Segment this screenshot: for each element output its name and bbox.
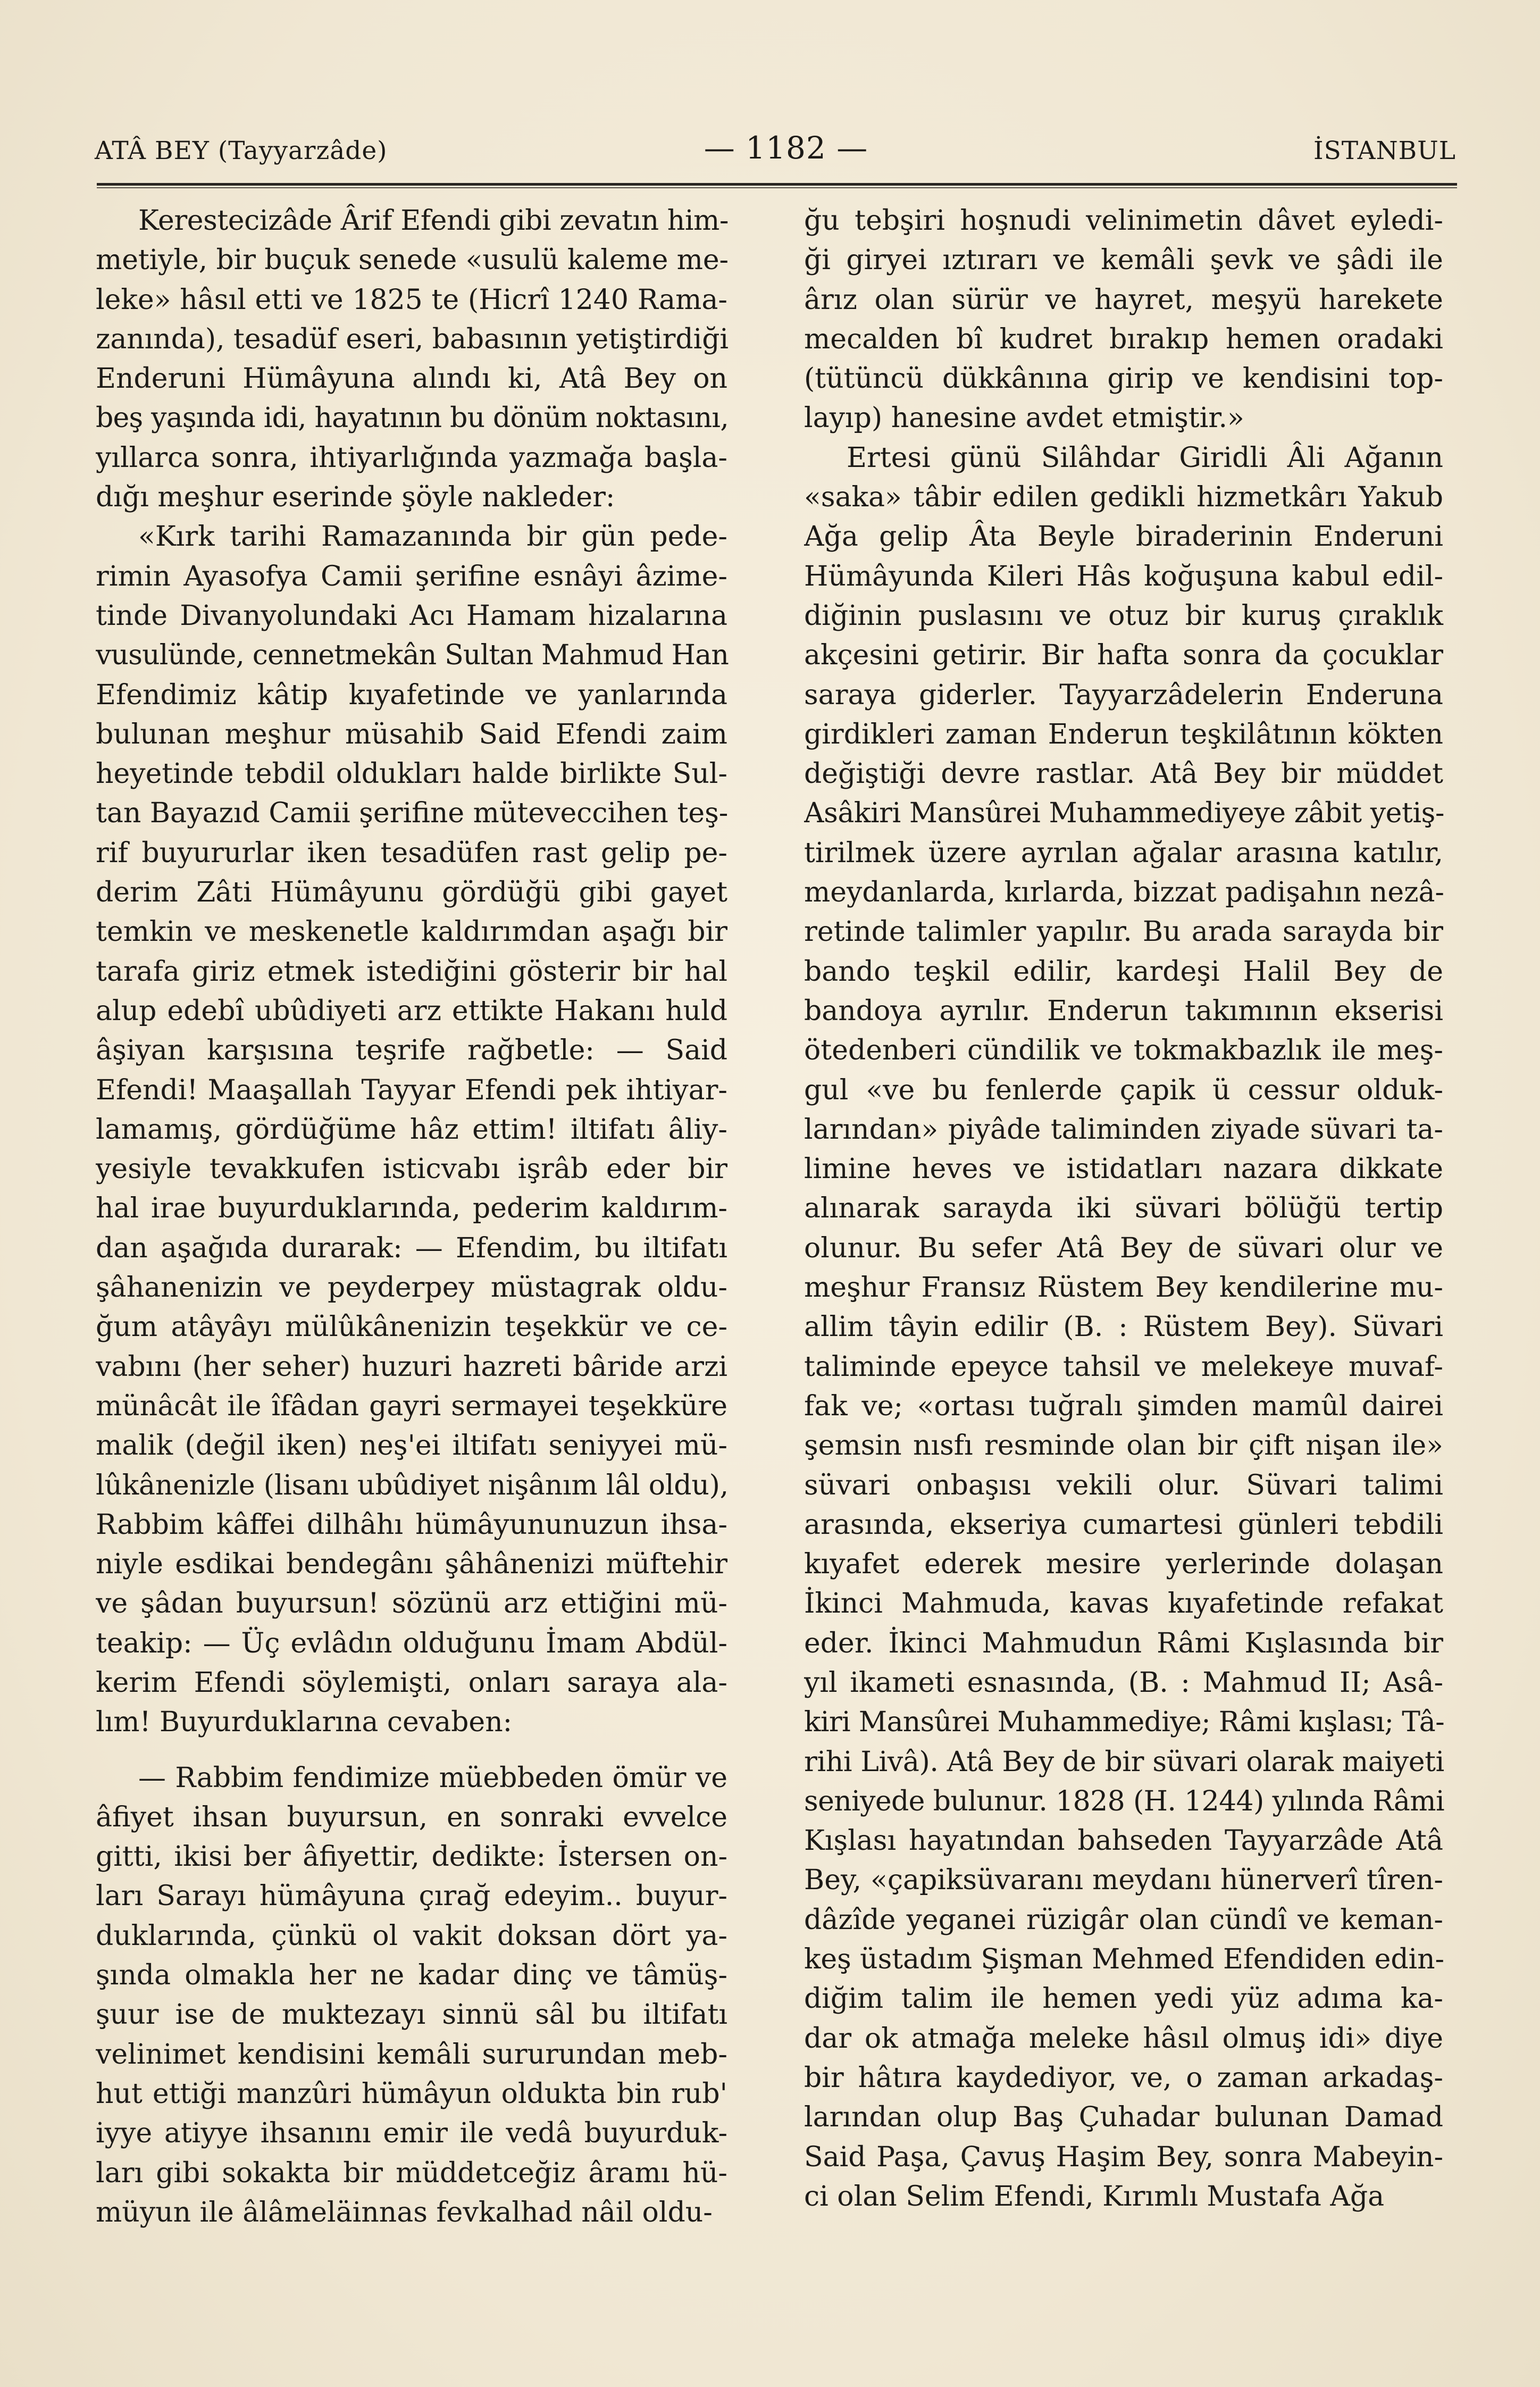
text-line: ve şâdan buyursun! sözünü arz ettiğini mü- [96,1588,727,1620]
text-line: Rabbim kâffei dilhâhı hümâyununuzun ihsa- [96,1508,727,1541]
text-line: girdikleri zaman Enderun teşkilâtının kökten [804,718,1443,750]
text-line: yıllarca sonra, ihtiyarlığında yazmağa başla- [96,441,727,474]
text-line: bulunan meşhur müsahib Said Efendi zaim [96,718,727,750]
text-line: Ağa gelip Âta Beyle biraderinin Enderuni [804,521,1443,553]
text-line: vabını (her seher) huzuri hazreti bâride arzi [96,1350,728,1383]
text-line: ları Sarayı hümâyuna çırağ edeyim.. buyur- [96,1880,727,1913]
header-section-title: İSTANBUL [1313,136,1456,165]
text-line: Kerestecizâde Ârif Efendi gibi zevatın him- [138,205,729,237]
text-line: duklarında, çünkü ol vakit doksan dört ya- [96,1919,728,1952]
text-line: larından» piyâde taliminden ziyade süvari ta- [804,1113,1443,1146]
text-line: diğinin puslasını ve otuz bir kuruş çıraklık [804,599,1444,632]
text-line: Asâkiri Mansûrei Muhammediyeye zâbit yetiş- [804,797,1444,830]
text-line: keş üstadım Şişman Mehmed Efendiden edin- [804,1943,1444,1976]
text-line: leke» hâsıl etti ve 1825 te (Hicrî 1240 Rama- [96,283,727,316]
text-line: akçesini getirir. Bir hafta sonra da çocuklar [804,639,1443,672]
text-line: şâhanenizin ve peyderpey müstagrak oldu- [96,1272,727,1304]
text-line: «Kırk tarihi Ramazanında bir gün pede- [138,521,728,553]
text-line: «saka» tâbir edilen gedikli hizmetkârı Yakub [804,481,1444,514]
text-line: Efendimiz kâtip kıyafetinde ve yanlarında [96,679,727,711]
text-line: limine heves ve istidatları nazara dikkate [804,1153,1443,1186]
text-line: meşhur Fransız Rüstem Bey kendilerine mu- [804,1272,1443,1304]
text-line: Enderuni Hümâyuna alındı ki, Atâ Bey on [96,363,728,395]
text-line: niyle esdikai bendegânı şâhânenizi müftehir [96,1548,728,1581]
text-line: mecalden bî kudret bırakıp hemen oradaki [804,323,1444,355]
text-line: ârız olan sürür ve hayret, meşyü harekete [804,283,1443,316]
text-line: larından olup Baş Çuhadar bulunan Damad [804,2101,1443,2134]
page-number: — 1182 — [704,130,868,166]
text-line: metiyle, bir buçuk senede «usulü kaleme me- [96,244,729,277]
text-line: şında olmakla her ne kadar dinç ve tâmüş- [96,1959,727,1992]
text-line: rif buyururlar iken tesadüfen rast gelip pe- [96,837,728,869]
text-line: bir hâtıra kaydediyor, ve, o zaman arkadaş- [804,2062,1443,2094]
text-line: iyye atiyye ihsanını emir ile vedâ buyurduk- [96,2117,728,2150]
text-line: ği giryei ıztırarı ve kemâli şevk ve şâdi ile [804,244,1443,277]
text-line: kıyafet ederek mesire yerlerinde dolaşan [804,1548,1443,1581]
text-line: dâzîde yeganei rüzigâr olan cündî ve keman- [804,1904,1443,1936]
text-line: tan Bayazıd Camii şerifine müteveccihen teş- [96,797,729,830]
text-line: zanında), tesadüf eseri, babasının yetiştirdiği [96,323,729,355]
text-line: ötedenberi cündilik ve tokmakbazlık ile meş- [804,1034,1443,1067]
text-line: yesiyle tevakkufen isticvabı işrâb eder bir [96,1153,728,1186]
text-line: tinde Divanyolundaki Acı Hamam hizalarına [96,599,727,632]
text-line: layıp) hanesine avdet etmiştir.» [804,402,1244,435]
text-line: allim tâyin edilir (B. : Rüstem Bey). Süvari [804,1311,1444,1343]
text-line: Said Paşa, Çavuş Haşim Bey, sonra Mabeyin- [804,2141,1444,2173]
text-line: ları gibi sokakta bir müddetceğiz âramı hü- [96,2157,727,2189]
header-author-title: ATÂ BEY (Tayyarzâde) [95,136,388,165]
text-line: münâcât ile îfâdan gayri sermayei teşekküre [96,1390,727,1422]
header-rule-thin [97,187,1457,188]
text-line: Efendi! Maaşallah Tayyar Efendi pek ihtiyar- [96,1074,727,1106]
text-line: âşiyan karşısına teşrife rağbetle: — Said [96,1034,728,1067]
text-line: arasında, ekseriya cumartesi günleri tebdili [804,1508,1443,1541]
text-line: — Rabbim fendimize müebbeden ömür ve [138,1762,727,1794]
text-line: lım! Buyurduklarına cevaben: [96,1706,513,1739]
text-line: tarafa giriz etmek istediğini gösterir bir hal [96,955,727,988]
text-line: İkinci Mahmuda, kavas kıyafetinde refakat [804,1588,1443,1620]
text-line: şuur ise de muktezayı sinnü sâl bu iltifatı [96,1999,727,2031]
text-line: kerim Efendi söylemişti, onları saraya ala- [96,1666,727,1699]
text-line: ğu tebşiri hoşnudi velinimetin dâvet eyledi- [804,205,1443,237]
text-line: değiştiği devre rastlar. Atâ Bey bir müddet [804,758,1444,790]
text-line: alup edebî ubûdiyeti arz ettikte Hakanı huld [96,995,727,1027]
text-line: dar ok atmağa meleke hâsıl olmuş idi» diye [804,2022,1443,2055]
text-line: şemsin nısfı resminde olan bir çift nişan ile» [804,1430,1443,1462]
text-line: âfiyet ihsan buyursun, en sonraki evvelce [96,1801,727,1833]
text-line: fak ve; «ortası tuğralı şimden mamûl dairei [804,1390,1443,1422]
paragraph-gap [96,1742,729,1758]
text-line: taliminde epeyce tahsil ve melekeye muvaf- [804,1350,1444,1383]
text-line: ğum atâyâyı mülûkânenizin teşekkür ve ce- [96,1311,728,1343]
text-line: derim Zâti Hümâyunu gördüğü gibi gayet [96,877,727,909]
text-line: süvari onbaşısı vekili olur. Süvari talimi [804,1469,1443,1501]
text-line: vusulünde, cennetmekân Sultan Mahmud Han [96,639,729,672]
text-line: yıl ikameti esnasında, (B. : Mahmud II; Asâ- [804,1666,1444,1699]
text-line: Kışlası hayatından bahseden Tayyarzâde Atâ [804,1825,1443,1857]
text-line: rihi Livâ). Atâ Bey de bir süvari olarak maiyeti [804,1746,1444,1778]
text-line: lûkânenizle (lisanı ubûdiyet nişânım lâl oldu), [96,1469,729,1501]
text-line: lamamış, gördüğüme hâz ettim! iltifatı âliy- [96,1113,727,1146]
text-line: alınarak sarayda iki süvari bölüğü tertip [804,1192,1443,1225]
text-line: (tütüncü dükkânına girip ve kendisini top- [804,363,1444,395]
text-line: dan aşağıda durarak: — Efendim, bu iltifatı [96,1232,727,1264]
text-line: Ertesi günü Silâhdar Giridli Âli Ağanın [847,441,1444,474]
text-line: tirilmek üzere ayrılan ağalar arasına katılır, [804,837,1443,869]
text-line: olunur. Bu sefer Atâ Bey de süvari olur ve [804,1232,1444,1264]
text-line: seniyede bulunur. 1828 (H. 1244) yılında Râmi [804,1785,1444,1817]
text-line: retinde talimler yapılır. Bu arada sarayda bir [804,916,1443,948]
text-line: meydanlarda, kırlarda, bizzat padişahın nezâ- [804,877,1444,909]
text-line: teakip: — Üç evlâdın olduğunu İmam Abdül- [96,1627,727,1659]
text-line: eder. İkinci Mahmudun Râmi Kışlasında bir [804,1627,1443,1659]
text-line: beş yaşında idi, hayatının bu dönüm noktasını, [96,402,729,435]
text-line: temkin ve meskenetle kaldırımdan aşağı bir [96,916,727,948]
text-line: saraya giderler. Tayyarzâdelerin Enderuna [804,679,1443,711]
text-line: Hümâyunda Kileri Hâs koğuşuna kabul edil- [804,560,1444,592]
running-header [95,127,1456,174]
text-line: kiri Mansûrei Muhammediye; Râmi kışlası; Tâ- [804,1706,1444,1739]
text-line: hut ettiği manzûri hümâyun oldukta bin rub' [96,2077,727,2110]
text-line: heyetinde tebdil oldukları halde birlikte Sul- [96,758,728,790]
text-line: velinimet kendisini kemâli sururundan meb- [96,2038,727,2071]
text-line: malik (değil iken) neş'ei iltifatı seniyyei mü- [96,1430,727,1462]
text-line: bandoya ayrılır. Enderun takımının ekserisi [804,995,1443,1027]
text-column-right [804,201,1444,2216]
text-column-left [96,201,729,2232]
text-line: rimin Ayasofya Camii şerifine esnâyi âzime- [96,560,728,592]
text-line: gitti, ikisi ber âfiyettir, dedikte: İstersen on- [96,1841,728,1873]
text-line: dığı meşhur eserinde şöyle nakleder: [96,481,615,514]
text-line: gul «ve bu fenlerde çapik ü cessur olduk- [804,1074,1444,1106]
text-line: diğim talim ile hemen yedi yüz adıma ka- [804,1983,1443,2015]
header-rule [97,183,1457,186]
text-line: hal irae buyurduklarında, pederim kaldırım- [96,1192,727,1225]
text-line: Bey, «çapiksüvaranı meydanı hünerverî tîren- [804,1864,1443,1897]
text-line: ci olan Selim Efendi, Kırımlı Mustafa Ağa [804,2180,1385,2213]
text-line: müyun ile âlâmeläinnas fevkalhad nâil oldu- [96,2196,713,2229]
text-line: bando teşkil edilir, kardeşi Halil Bey de [804,955,1443,988]
